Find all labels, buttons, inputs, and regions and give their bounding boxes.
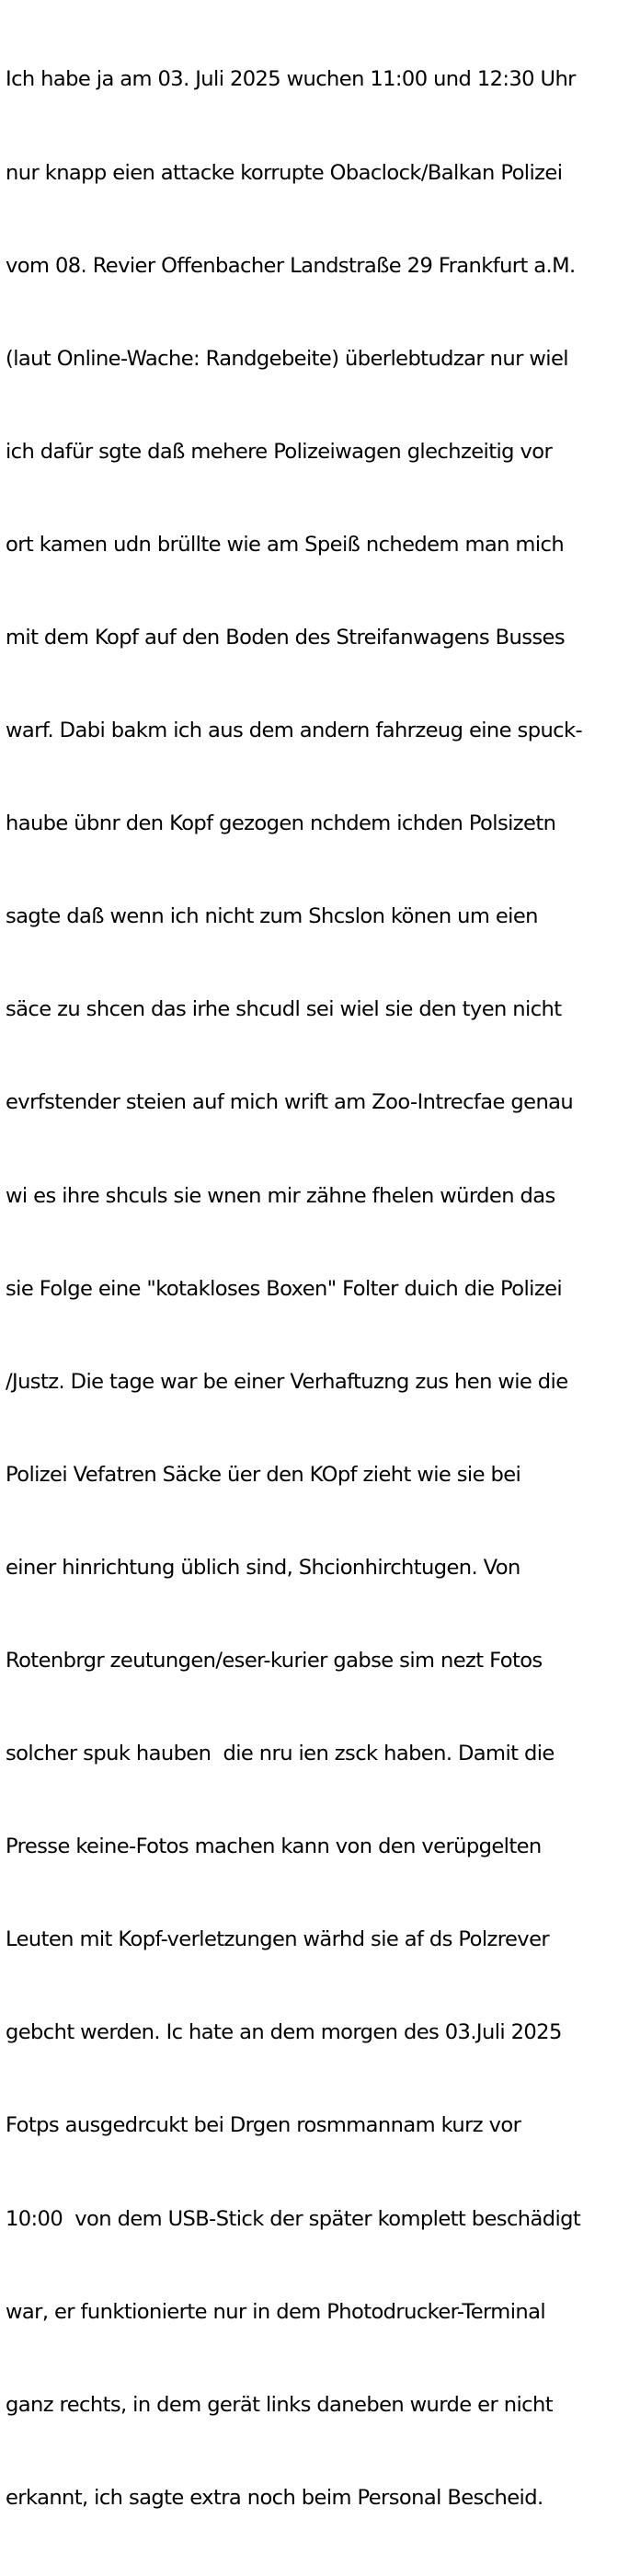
text-line: wi es ihre shculs sie wnen mir zähne fhelen würden das bbox=[6, 1183, 555, 1208]
text-line: Ich habe ja am 03. Juli 2025 wuchen 11:00 und 12:30 Uhr bbox=[6, 67, 576, 92]
text-line: sie Folge eine "kotakloses Boxen" Folter duich die Polizei bbox=[6, 1276, 563, 1301]
text-line: evrfstender steien auf mich wrift am Zoo-Intrecfae genau bbox=[6, 1090, 574, 1115]
text-line: Fotps ausgedrcukt bei Drgen rosmmannam kurz vor bbox=[6, 2113, 521, 2138]
text-line: Polizei Vefatren Säcke üer den KOpf zieht wie sie bei bbox=[6, 1462, 521, 1487]
text-line: gebcht werden. Ic hate an dem morgen des 03.Juli 2025 bbox=[6, 2020, 562, 2045]
text-line: Rotenbrgr zeutungen/eser-kurier gabse sim nezt Fotos bbox=[6, 1649, 543, 1673]
text-line: mit dem Kopf auf den Boden des Streifanwagens Busses bbox=[6, 625, 566, 650]
text-line: Presse keine-Fotos machen kann von den verüpgelten bbox=[6, 1834, 542, 1859]
text-line: ort kamen udn brüllte wie am Speiß nchedem man mich bbox=[6, 532, 565, 557]
text-line: war, er funktionierte nur in dem Photodrucker-Terminal bbox=[6, 2299, 546, 2324]
text-line: ganz rechts, in dem gerät links daneben wurde er nicht bbox=[6, 2392, 553, 2417]
text-line: (laut Online-Wache: Randgebeite) überlebtudzar nur wiel bbox=[6, 346, 568, 371]
document-text bbox=[6, 3, 627, 2576]
text-line: einer hinrichtung üblich sind, Shcionhirchtugen. Von bbox=[6, 1555, 520, 1580]
text-line: /Justz. Die tage war be einer Verhaftuzng zus hen wie die bbox=[6, 1369, 568, 1394]
text-line: 10:00 von dem USB-Stick der später komplett beschädigt bbox=[6, 2206, 581, 2231]
text-line: ich dafür sgte daß mehere Polizeiwagen glechzeitig vor bbox=[6, 439, 553, 464]
text-line: solcher spuk hauben die nru ien zsck haben. Damit die bbox=[6, 1742, 555, 1766]
text-line: warf. Dabi bakm ich aus dem andern fahrzeug eine spuck- bbox=[6, 719, 583, 743]
text-line: Leuten mit Kopf-verletzungen wärhd sie af ds Polzrever bbox=[6, 1927, 550, 1952]
text-line: haube übnr den Kopf gezogen nchdem ichden Polsizetn bbox=[6, 811, 556, 836]
text-line: säce zu shcen das irhe shcudl sei wiel sie den tyen nicht bbox=[6, 997, 562, 1022]
text-line: nur knapp eien attacke korrupte Obaclock/Balkan Polizei bbox=[6, 160, 563, 185]
text-line: sagte daß wenn ich nicht zum Shcslon könen um eien bbox=[6, 904, 538, 929]
text-line: erkannt, ich sagte extra noch beim Personal Bescheid. bbox=[6, 2485, 543, 2510]
text-line: vom 08. Revier Offenbacher Landstraße 29 Frankfurt a.M. bbox=[6, 253, 576, 278]
